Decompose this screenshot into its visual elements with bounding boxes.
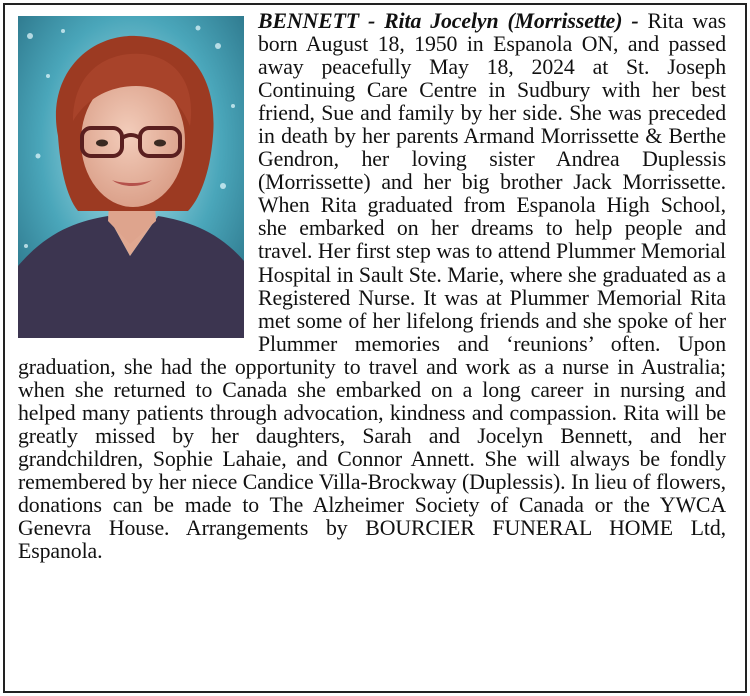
obituary-text: [18, 10, 726, 563]
obituary-heading: BENNETT - Rita Jocelyn (Morrissette) -: [258, 9, 639, 33]
photo-spacer: [18, 10, 258, 344]
obituary-body: Rita was born August 18, 1950 in Espanola ON, and passed away peacefully May 18, 2024 at St. Joseph Continuing Care Centre in Sudbury with her best friend, Sue and family by her side. She was preceded in death by her parents Armand Morrissette & Berthe Gendron, her loving sister Andrea Duplessis (Morrissette) and her big brother Jack Morrissette. When Rita graduated from Espanola High School, she embarked on her dreams to help people and travel. Her first step was to attend Plummer Memorial Hospital in Sault Ste. Marie, where she graduated as a Registered Nurse. It was at Plummer Memorial Rita met some of her lifelong friends and she spoke of her Plummer memories and ‘reunions’ often. Upon graduation, she had the opportunity to travel and work as a nurse in Australia; when she returned to Canada she embarked on a long career in nursing and helped many patients through advocation, kindness and compassion. Rita will be greatly missed by her daughters, Sarah and Jocelyn Bennett, and her grandchildren, Sophie Lahaie, and Connor Annett. She will always be fondly remembered by her niece Candice Villa-Brockway (Duplessis). In lieu of flowers, donations can be made to The Alzheimer Society of Canada or the YWCA Genevra House. Arrangements by BOURCIER FUNERAL HOME Ltd, Espanola.: [18, 9, 726, 564]
